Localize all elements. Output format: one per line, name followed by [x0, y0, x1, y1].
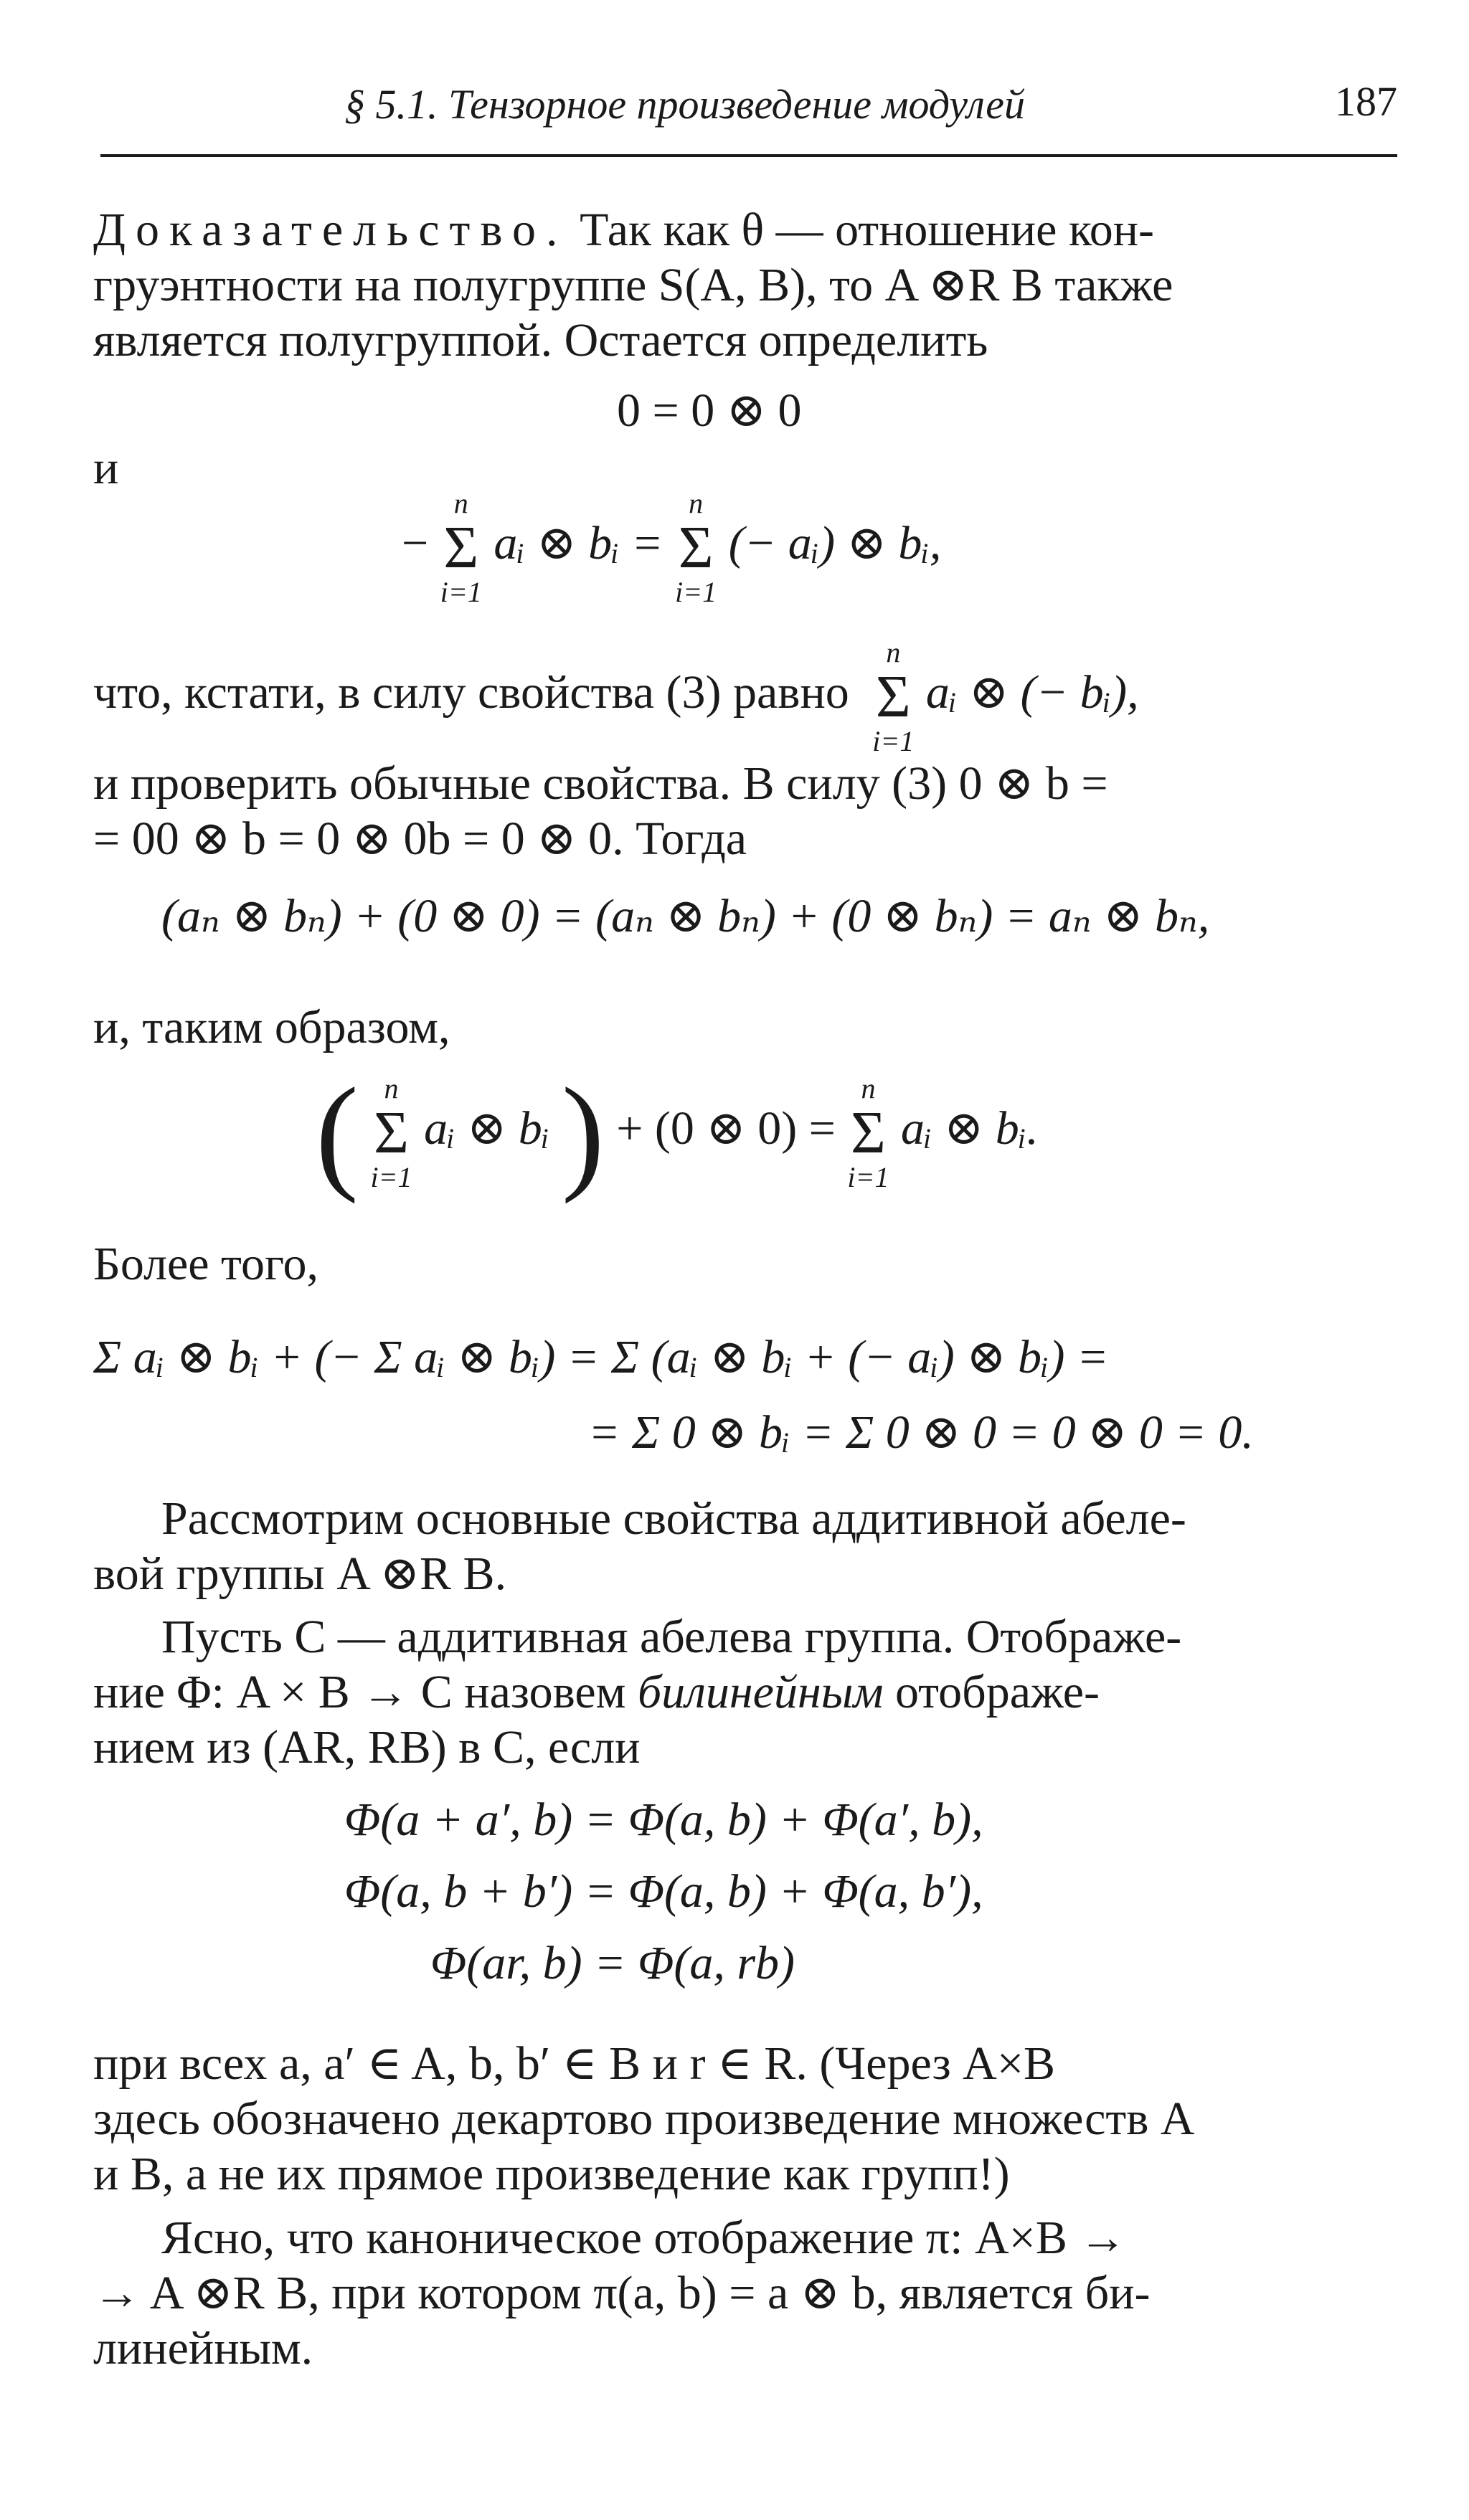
paragraph-3: и, таким образом,: [93, 1001, 450, 1053]
paragraph-7-line3: и B, а не их прямое произведение как групп!): [93, 2148, 1010, 2200]
paragraph-2-line1: [93, 637, 1139, 757]
left-paren: (: [316, 1061, 359, 1204]
conjunction-and: и: [93, 442, 119, 494]
sum-upper-limit: n: [886, 636, 901, 668]
equation-negation-sum: [402, 488, 941, 608]
paragraph-4: Более того,: [93, 1238, 318, 1290]
sum-lower-limit: i=1: [872, 725, 915, 757]
equation-zero: 0 = 0 ⊗ 0: [617, 384, 802, 437]
sum-upper-limit: n: [453, 487, 468, 519]
bilinear-condition-3: Φ(ar, b) = Φ(a, rb): [430, 1937, 795, 1989]
p6-text-c: отображе-: [883, 1666, 1100, 1718]
sigma-symbol: Σ: [875, 663, 911, 730]
eq5-middle: aᵢ ⊗ bᵢ: [424, 1102, 550, 1155]
sum-upper-limit: n: [861, 1072, 876, 1104]
equation-sum-cancellation-1: Σ aᵢ ⊗ bᵢ + (− Σ aᵢ ⊗ bᵢ) = Σ (aᵢ ⊗ bᵢ + (− aᵢ) ⊗ bᵢ) =: [93, 1331, 1109, 1383]
paragraph-6-line2: [93, 1665, 1406, 1720]
sum-lower-limit: i=1: [440, 576, 482, 608]
paragraph-6-line1: Пусть C — аддитивная абелева группа. Отображе-: [161, 1611, 1182, 1663]
bilinear-condition-1: Φ(a + a′, b) = Φ(a, b) + Φ(a′, b),: [344, 1794, 983, 1846]
running-header-title: § 5.1. Тензорное произведение модулей: [344, 81, 1025, 128]
proof-label: Доказательство.: [93, 204, 568, 256]
term-bilinear: билинейным: [637, 1666, 884, 1718]
sigma-symbol: Σ: [851, 1099, 886, 1166]
paragraph-8-line1: Ясно, что каноническое отображение π: A×B →: [161, 2212, 1127, 2264]
paragraph-2-line2: и проверить обычные свойства. В силу (3) 0 ⊗ b =: [93, 757, 1108, 810]
proof-text-1: Так как θ — отношение кон-: [580, 204, 1154, 256]
eq2-minus: −: [402, 517, 440, 570]
proof-paragraph-line1: [93, 203, 1406, 257]
running-header: [100, 72, 1397, 157]
p6-text-a: ние Φ: A × B → C назовем: [93, 1666, 638, 1718]
sum-lower-limit: i=1: [370, 1161, 412, 1193]
paragraph-7-line1: при всех a, a′ ∈ A, b, b′ ∈ B и r ∈ R. (Через A×B: [93, 2037, 1056, 2090]
sigma-symbol: Σ: [374, 1099, 409, 1166]
eq3-tail: aᵢ ⊗ (− bᵢ),: [925, 666, 1139, 719]
sum-operator: [370, 1073, 412, 1193]
right-paren: ): [561, 1061, 605, 1204]
eq2-middle: aᵢ ⊗ bᵢ =: [493, 517, 676, 570]
paragraph-5-line2: вой группы A ⊗R B.: [93, 1548, 507, 1600]
sum-operator: [440, 488, 482, 608]
sum-lower-limit: i=1: [847, 1161, 889, 1193]
sigma-symbol: Σ: [678, 514, 714, 581]
sum-upper-limit: n: [689, 487, 704, 519]
paragraph-7-line2: здесь обозначено декартово произведение множеств A: [93, 2093, 1195, 2145]
sum-operator: [675, 488, 717, 608]
paragraph-6-line3: нием из (AR, RB) в C, если: [93, 1721, 641, 1773]
equation-sum-cancellation-2: = Σ 0 ⊗ bᵢ = Σ 0 ⊗ 0 = 0 ⊗ 0 = 0.: [588, 1406, 1254, 1459]
paragraph-5-line1: Рассмотрим основные свойства аддитивной абеле-: [161, 1492, 1186, 1545]
sum-operator: [872, 637, 914, 757]
sum-lower-limit: i=1: [675, 576, 717, 608]
paragraph-2-line3: = 00 ⊗ b = 0 ⊗ 0b = 0 ⊗ 0. Тогда: [93, 813, 747, 865]
page-number: 187: [1335, 78, 1397, 125]
sum-operator: [847, 1073, 889, 1193]
equation-an-bn: (aₙ ⊗ bₙ) + (0 ⊗ 0) = (aₙ ⊗ bₙ) + (0 ⊗ bₙ) = aₙ ⊗ bₙ,: [161, 890, 1210, 942]
p2-text: что, кстати, в силу свойства (3) равно: [93, 666, 849, 719]
proof-paragraph-line3: является полугруппой. Остается определить: [93, 314, 988, 366]
equation-sum-plus-zero: [316, 1061, 1039, 1204]
sum-upper-limit: n: [384, 1072, 399, 1104]
eq5-end: aᵢ ⊗ bᵢ.: [901, 1102, 1039, 1155]
bilinear-condition-2: Φ(a, b + b′) = Φ(a, b) + Φ(a, b′),: [344, 1865, 983, 1918]
eq5-right: + (0 ⊗ 0) =: [616, 1102, 848, 1155]
paragraph-8-line2: → A ⊗R B, при котором π(a, b) = a ⊗ b, является би-: [93, 2267, 1151, 2319]
eq2-right: (− aᵢ) ⊗ bᵢ,: [728, 517, 942, 570]
paragraph-8-line3: линейным.: [93, 2322, 313, 2374]
proof-paragraph-line2: груэнтности на полугруппе S(A, B), то A ⊗R B также: [93, 259, 1173, 311]
sigma-symbol: Σ: [443, 514, 479, 581]
